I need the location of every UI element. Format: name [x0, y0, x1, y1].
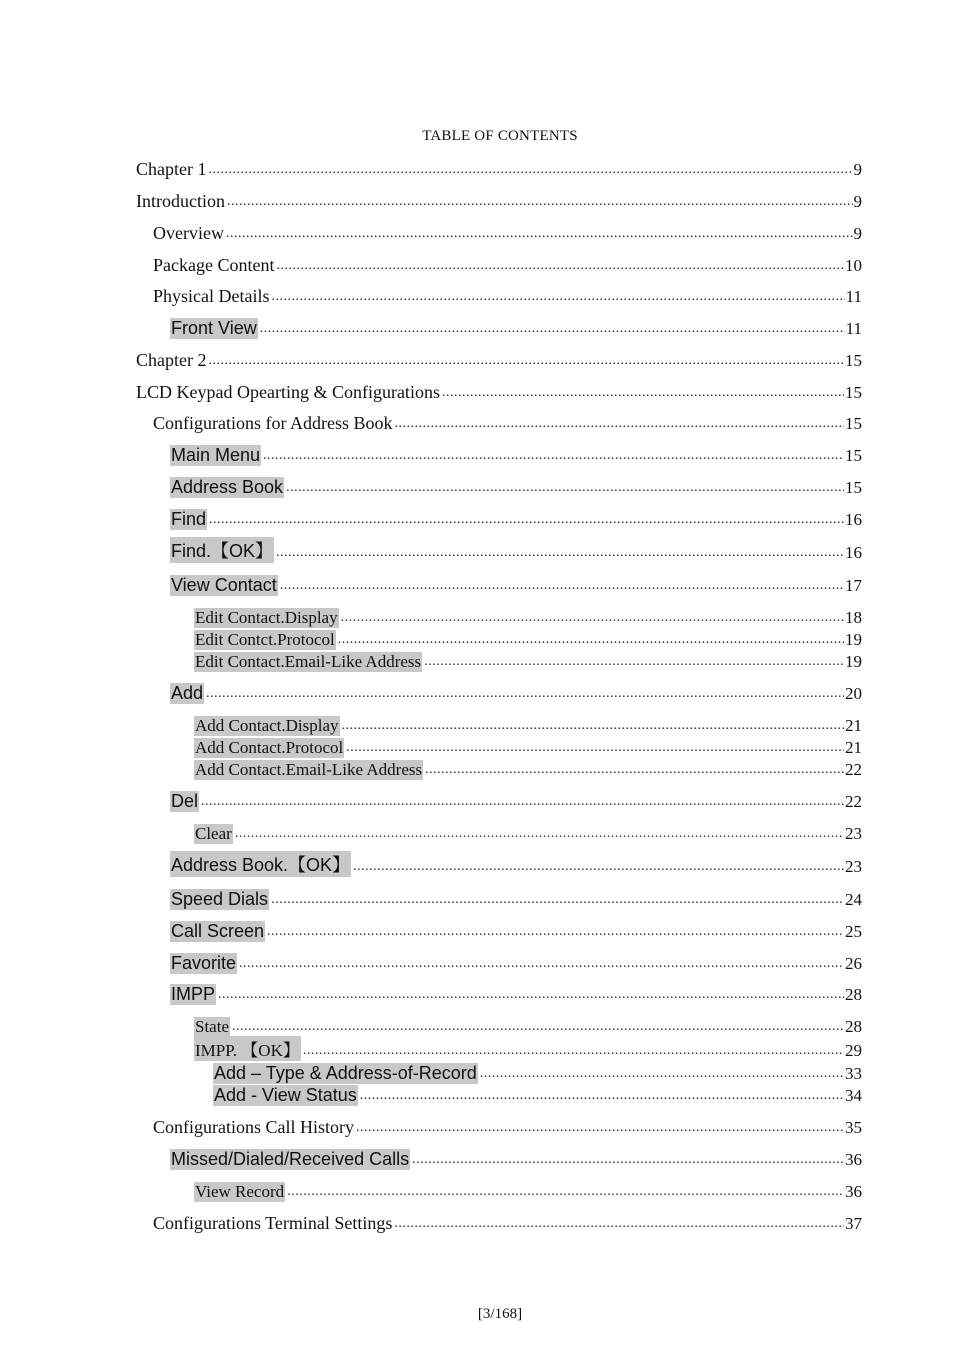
dot-leader [276, 259, 844, 276]
toc-entry[interactable] [136, 190, 862, 212]
toc-entry-page: 9 [853, 160, 862, 179]
dot-leader [201, 795, 844, 812]
toc-entry-label: Edit Contact.Email-Like Address [195, 652, 422, 671]
toc-entry-label: Overview [153, 223, 224, 243]
dot-leader [260, 322, 845, 339]
toc-entry[interactable] [153, 222, 862, 244]
toc-entry-label: Add Contact.Display [195, 716, 339, 735]
dot-leader [338, 633, 844, 650]
toc-entry-page: 36 [845, 1150, 862, 1169]
toc-entry-label: Missed/Dialed/Received Calls [171, 1149, 410, 1169]
dot-leader [394, 1217, 844, 1234]
toc-entry-label: Address Book.【OK】 [170, 851, 351, 877]
dot-leader [206, 687, 844, 704]
toc-entry[interactable] [170, 855, 862, 877]
dot-leader [356, 1121, 844, 1138]
dot-leader [303, 1044, 844, 1061]
toc-entry-label: View Contact [171, 575, 277, 595]
toc-entry[interactable] [194, 606, 862, 628]
toc-entry-label: Edit Contact.Display [195, 608, 338, 627]
dot-leader [208, 163, 852, 180]
toc-entry-label: LCD Keypad Opearting & Configurations [136, 382, 440, 402]
dot-leader [239, 957, 844, 974]
dot-leader [235, 827, 844, 844]
toc-entry-label: IMPP [171, 984, 216, 1004]
toc-entry-label: Add – Type & Address-of-Record [214, 1063, 477, 1083]
toc-entry[interactable] [170, 476, 862, 498]
toc-entry-page: 23 [845, 857, 862, 876]
toc-entry[interactable] [136, 349, 862, 371]
toc-entry-label: Add Contact.Email-Like Address [195, 760, 423, 779]
toc-entry-label: Call Screen [171, 921, 265, 941]
toc-entry-page: 9 [853, 192, 862, 211]
toc-entry-page: 29 [845, 1041, 862, 1060]
dot-leader [480, 1067, 844, 1084]
toc-entry-page: 9 [853, 224, 862, 243]
toc-entry-page: 15 [845, 446, 862, 465]
toc-entry[interactable] [170, 952, 862, 974]
dot-leader [442, 386, 844, 403]
dot-leader [360, 1089, 844, 1106]
dot-leader [208, 354, 844, 371]
toc-entry-label: Address Book [171, 477, 284, 497]
toc-entry-page: 15 [845, 414, 862, 433]
toc-entry[interactable] [194, 1180, 862, 1202]
toc-entry[interactable] [194, 822, 862, 844]
toc-entry-page: 28 [845, 1017, 862, 1036]
dot-leader [271, 893, 844, 910]
toc-entry[interactable] [170, 888, 862, 910]
toc-entry-label: Find.【OK】 [170, 537, 274, 563]
toc-entry[interactable] [170, 983, 862, 1005]
toc-entry[interactable] [170, 574, 862, 596]
toc-entry-label: State [195, 1017, 229, 1036]
dot-leader [232, 1020, 844, 1037]
toc-entry-label: IMPP. 【OK】 [194, 1036, 301, 1061]
dot-leader [425, 763, 844, 780]
toc-entry-page: 22 [845, 760, 862, 779]
toc-entry[interactable] [194, 628, 862, 650]
dot-leader [286, 481, 844, 498]
toc-entry-page: 16 [845, 510, 862, 529]
toc-entry-page: 21 [845, 738, 862, 757]
dot-leader [209, 513, 844, 530]
toc-entry[interactable] [170, 1148, 862, 1170]
toc-entry-page: 28 [845, 985, 862, 1004]
toc-entry-page: 35 [845, 1118, 862, 1137]
dot-leader [287, 1185, 844, 1202]
toc-entry[interactable] [194, 1039, 862, 1061]
toc-entry-label: Physical Details [153, 286, 270, 306]
dot-leader [227, 195, 853, 212]
toc-entry[interactable] [194, 714, 862, 736]
toc-entry-page: 23 [845, 824, 862, 843]
toc-entry[interactable] [213, 1084, 862, 1106]
toc-entry[interactable] [170, 508, 862, 530]
dot-leader [412, 1153, 844, 1170]
toc-entry-page: 18 [845, 608, 862, 627]
toc-entry[interactable] [153, 1116, 862, 1138]
toc-entry-label: Favorite [171, 953, 237, 973]
toc-entry[interactable] [213, 1062, 862, 1084]
toc-entry-page: 15 [845, 383, 862, 402]
toc-entry-label: Main Menu [171, 445, 261, 465]
dot-leader [276, 546, 844, 563]
dot-leader [342, 719, 844, 736]
toc-entry[interactable] [194, 1015, 862, 1037]
toc-entry-label: Front View [171, 318, 257, 338]
toc-entry-page: 26 [845, 954, 862, 973]
toc-entry[interactable] [194, 758, 862, 780]
toc-entry-label: Chapter 2 [136, 350, 207, 370]
toc-entry-label: Del [171, 791, 199, 811]
toc-entry-label: Add [171, 683, 204, 703]
toc-entry-page: 11 [845, 319, 862, 338]
toc-entry-label: Configurations Call History [153, 1117, 354, 1137]
toc-entry[interactable] [170, 682, 862, 704]
toc-entry-page: 20 [845, 684, 862, 703]
toc-entry-page: 37 [845, 1214, 862, 1233]
toc-entry-label: Add Contact.Protocol [195, 738, 344, 757]
toc-entry[interactable] [194, 736, 862, 758]
toc-entry-label: Chapter 1 [136, 159, 207, 179]
toc-entry[interactable] [136, 158, 862, 180]
toc-entry-page: 11 [845, 287, 862, 306]
dot-leader [280, 579, 844, 596]
toc-entry-page: 16 [845, 543, 862, 562]
toc-entry[interactable] [170, 444, 862, 466]
toc-entry-label: Package Content [153, 255, 275, 275]
toc-entry-label: Speed Dials [171, 889, 269, 909]
toc-entry-page: 22 [845, 792, 862, 811]
dot-leader [346, 741, 844, 758]
toc-entry[interactable] [170, 920, 862, 942]
toc-entry[interactable] [153, 412, 862, 434]
toc-title: TABLE OF CONTENTS [422, 128, 578, 144]
page-number: [3/168] [477, 1306, 523, 1322]
toc-entry-label: View Record [195, 1182, 285, 1201]
toc-entry-page: 17 [845, 576, 862, 595]
dot-leader [218, 988, 844, 1005]
dot-leader [394, 417, 844, 434]
toc-entry-label: Find [171, 509, 207, 529]
toc-entry[interactable] [194, 650, 862, 672]
dot-leader [424, 655, 844, 672]
toc-entry[interactable] [170, 317, 862, 339]
toc-entry-label: Clear [195, 824, 232, 843]
toc-entry[interactable] [153, 285, 862, 307]
dot-leader [341, 611, 844, 628]
toc-entry-page: 24 [845, 890, 862, 909]
toc-entry[interactable] [153, 1212, 862, 1234]
dot-leader [271, 290, 844, 307]
toc-entry-page: 21 [845, 716, 862, 735]
toc-entry-page: 33 [845, 1064, 862, 1083]
toc-entry-page: 19 [845, 630, 862, 649]
dot-leader [353, 860, 844, 877]
dot-leader [263, 449, 844, 466]
dot-leader [226, 227, 853, 244]
toc-entry-label: Edit Contct.Protocol [195, 630, 335, 649]
toc-entry-page: 15 [845, 478, 862, 497]
toc-entry-page: 36 [845, 1182, 862, 1201]
toc-entry-label: Add - View Status [214, 1085, 357, 1105]
toc-entry[interactable] [136, 381, 862, 403]
toc-entry-page: 10 [845, 256, 862, 275]
toc-entry[interactable] [170, 541, 862, 563]
toc-entry-page: 25 [845, 922, 862, 941]
toc-entry-page: 34 [845, 1086, 862, 1105]
toc-entry[interactable] [170, 790, 862, 812]
toc-entry-label: Configurations Terminal Settings [153, 1213, 393, 1233]
toc-entry-page: 15 [845, 351, 862, 370]
dot-leader [267, 925, 844, 942]
toc-entry-page: 19 [845, 652, 862, 671]
toc-entry-label: Introduction [136, 191, 225, 211]
toc-entry-label: Configurations for Address Book [153, 413, 393, 433]
toc-entry[interactable] [153, 254, 862, 276]
